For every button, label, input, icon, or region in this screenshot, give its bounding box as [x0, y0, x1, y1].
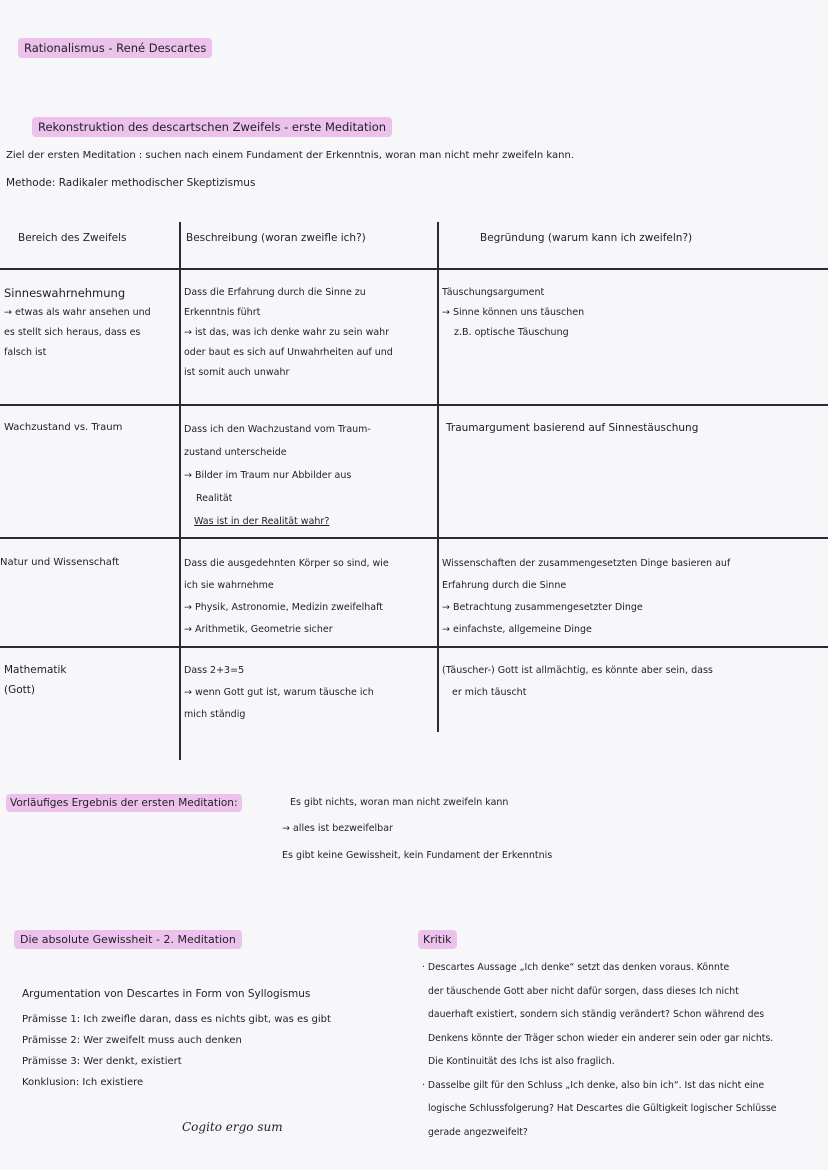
critique-line: · Descartes Aussage „Ich denke“ setzt das denken voraus. Könnte — [422, 962, 730, 973]
cell-reason: Täuschungsargument — [442, 287, 545, 298]
cell-reason: er mich täuscht — [452, 687, 527, 698]
cell-description: → wenn Gott gut ist, warum täusche ich — [184, 687, 374, 698]
cell-area: Wachzustand vs. Traum — [4, 422, 123, 433]
cell-description: ist somit auch unwahr — [184, 367, 290, 378]
table-row — [4, 418, 122, 438]
cell-description: → Bilder im Traum nur Abbilder aus — [184, 470, 352, 481]
critique-line: gerade angezweifelt? — [428, 1126, 528, 1138]
cell-area: (Gott) — [4, 684, 35, 696]
table-row-line — [0, 537, 828, 539]
cell-reason: Wissenschaften der zusammengesetzten Dinge basieren auf — [442, 558, 731, 569]
cell-description: Erkenntnis führt — [184, 307, 261, 318]
table-cell-reason — [442, 553, 730, 641]
premise: Prämisse 3: Wer denkt, existiert — [22, 1056, 182, 1067]
meditation-method: Methode: Radikaler methodischer Skeptizismus — [6, 177, 256, 189]
table-row-line — [0, 646, 828, 648]
syllogism-intro: Argumentation von Descartes in Form von Syllogismus — [22, 988, 311, 1000]
cell-area: es stellt sich heraus, dass es — [4, 327, 141, 338]
cell-description: → ist das, was ich denke wahr zu sein wahr — [184, 327, 390, 338]
table-cell-description — [184, 418, 371, 533]
table-row — [4, 660, 67, 700]
critique-line: dauerhaft existiert, sondern sich ständig verändert? Schon während des — [428, 1009, 765, 1020]
result-line-1: Es gibt nichts, woran man nicht zweifeln kann — [290, 797, 509, 808]
cell-reason: → einfachste, allgemeine Dinge — [442, 624, 592, 635]
cell-description: ich sie wahrnehme — [184, 580, 274, 591]
cell-area: Sinneswahrnehmung — [4, 286, 126, 300]
critique-text — [422, 956, 817, 1144]
premise: Prämisse 1: Ich zweifle daran, dass es nichts gibt, was es gibt — [22, 1014, 331, 1025]
cell-description: Was ist in der Realität wahr? — [194, 516, 330, 527]
table-header-line — [0, 268, 828, 270]
table-cell-reason — [442, 283, 584, 343]
table-cell-description — [184, 660, 374, 726]
cell-description: Realität — [196, 493, 233, 504]
table-cell-reason — [446, 418, 698, 438]
cell-description: zustand unterscheide — [184, 447, 287, 458]
section-heading-first-meditation: Rekonstruktion des descartschen Zweifels - erste Meditation — [32, 117, 392, 137]
critique-line: · Dasselbe gilt für den Schluss „Ich denke, also bin ich“. Ist das nicht eine — [422, 1079, 765, 1091]
cell-description: Dass die Erfahrung durch die Sinne zu — [184, 287, 366, 298]
critique-line: logische Schlussfolgerung? Hat Descartes die Gültigkeit logischer Schlüsse — [428, 1103, 777, 1114]
cell-description: → Arithmetik, Geometrie sicher — [184, 624, 333, 635]
result-line-2: → alles ist bezweifelbar — [282, 823, 393, 834]
cell-description: Dass ich den Wachzustand vom Traum- — [184, 424, 371, 435]
table-row-line — [0, 404, 828, 406]
cell-area: Mathematik — [4, 664, 67, 676]
table-cell-reason — [442, 660, 713, 704]
result-label: Vorläufiges Ergebnis der ersten Meditation: — [6, 794, 242, 812]
page-title: Rationalismus - René Descartes — [18, 38, 212, 58]
table-divider-1 — [179, 222, 181, 760]
cell-description: → Physik, Astronomie, Medizin zweifelhaft — [184, 602, 383, 613]
section-heading-second-meditation: Die absolute Gewissheit - 2. Meditation — [14, 930, 242, 949]
premise: Prämisse 2: Wer zweifelt muss auch denken — [22, 1035, 242, 1046]
cell-reason: z.B. optische Täuschung — [454, 327, 569, 338]
table-cell-description — [184, 553, 389, 641]
critique-heading: Kritik — [418, 930, 457, 949]
cell-reason: (Täuscher-) Gott ist allmächtig, es könnte aber sein, dass — [442, 665, 713, 676]
cogito-ergo-sum: Cogito ergo sum — [182, 1120, 283, 1134]
table-header-reason: Begründung (warum kann ich zweifeln?) — [480, 232, 693, 244]
cell-description: oder baut es sich auf Unwahrheiten auf und — [184, 347, 393, 358]
table-divider-2 — [437, 222, 439, 732]
cell-area: Natur und Wissenschaft — [0, 557, 120, 568]
table-header-area: Bereich des Zweifels — [18, 232, 127, 244]
table-cell-description — [184, 283, 393, 383]
critique-line: der täuschende Gott aber nicht dafür sorgen, dass dieses Ich nicht — [428, 985, 739, 997]
cell-reason: → Sinne können uns täuschen — [442, 307, 585, 318]
table-row — [0, 553, 119, 573]
cell-description: mich ständig — [184, 709, 246, 720]
cell-reason: Erfahrung durch die Sinne — [442, 580, 567, 591]
cell-area: → etwas als wahr ansehen und — [4, 307, 151, 318]
conclusion: Konklusion: Ich existiere — [22, 1077, 144, 1088]
cell-description: Dass 2+3=5 — [184, 665, 245, 676]
cell-reason: Traumargument basierend auf Sinnestäuschung — [446, 422, 699, 434]
cell-description: Dass die ausgedehnten Körper so sind, wie — [184, 558, 389, 569]
cell-area: falsch ist — [4, 347, 47, 358]
critique-line: Die Kontinuität des Ichs ist also fraglich. — [428, 1056, 615, 1067]
table-row — [4, 283, 151, 363]
syllogism-block — [22, 984, 331, 1093]
meditation-goal: Ziel der ersten Meditation : suchen nach einem Fundament der Erkenntnis, woran man nicht mehr zweifeln kann. — [6, 150, 575, 161]
critique-line: Denkens könnte der Träger schon wieder ein anderer sein oder gar nichts. — [428, 1032, 774, 1044]
cell-reason: → Betrachtung zusammengesetzter Dinge — [442, 602, 643, 613]
result-line-3: Es gibt keine Gewissheit, kein Fundament der Erkenntnis — [282, 850, 553, 861]
table-header-description: Beschreibung (woran zweifle ich?) — [186, 232, 366, 244]
